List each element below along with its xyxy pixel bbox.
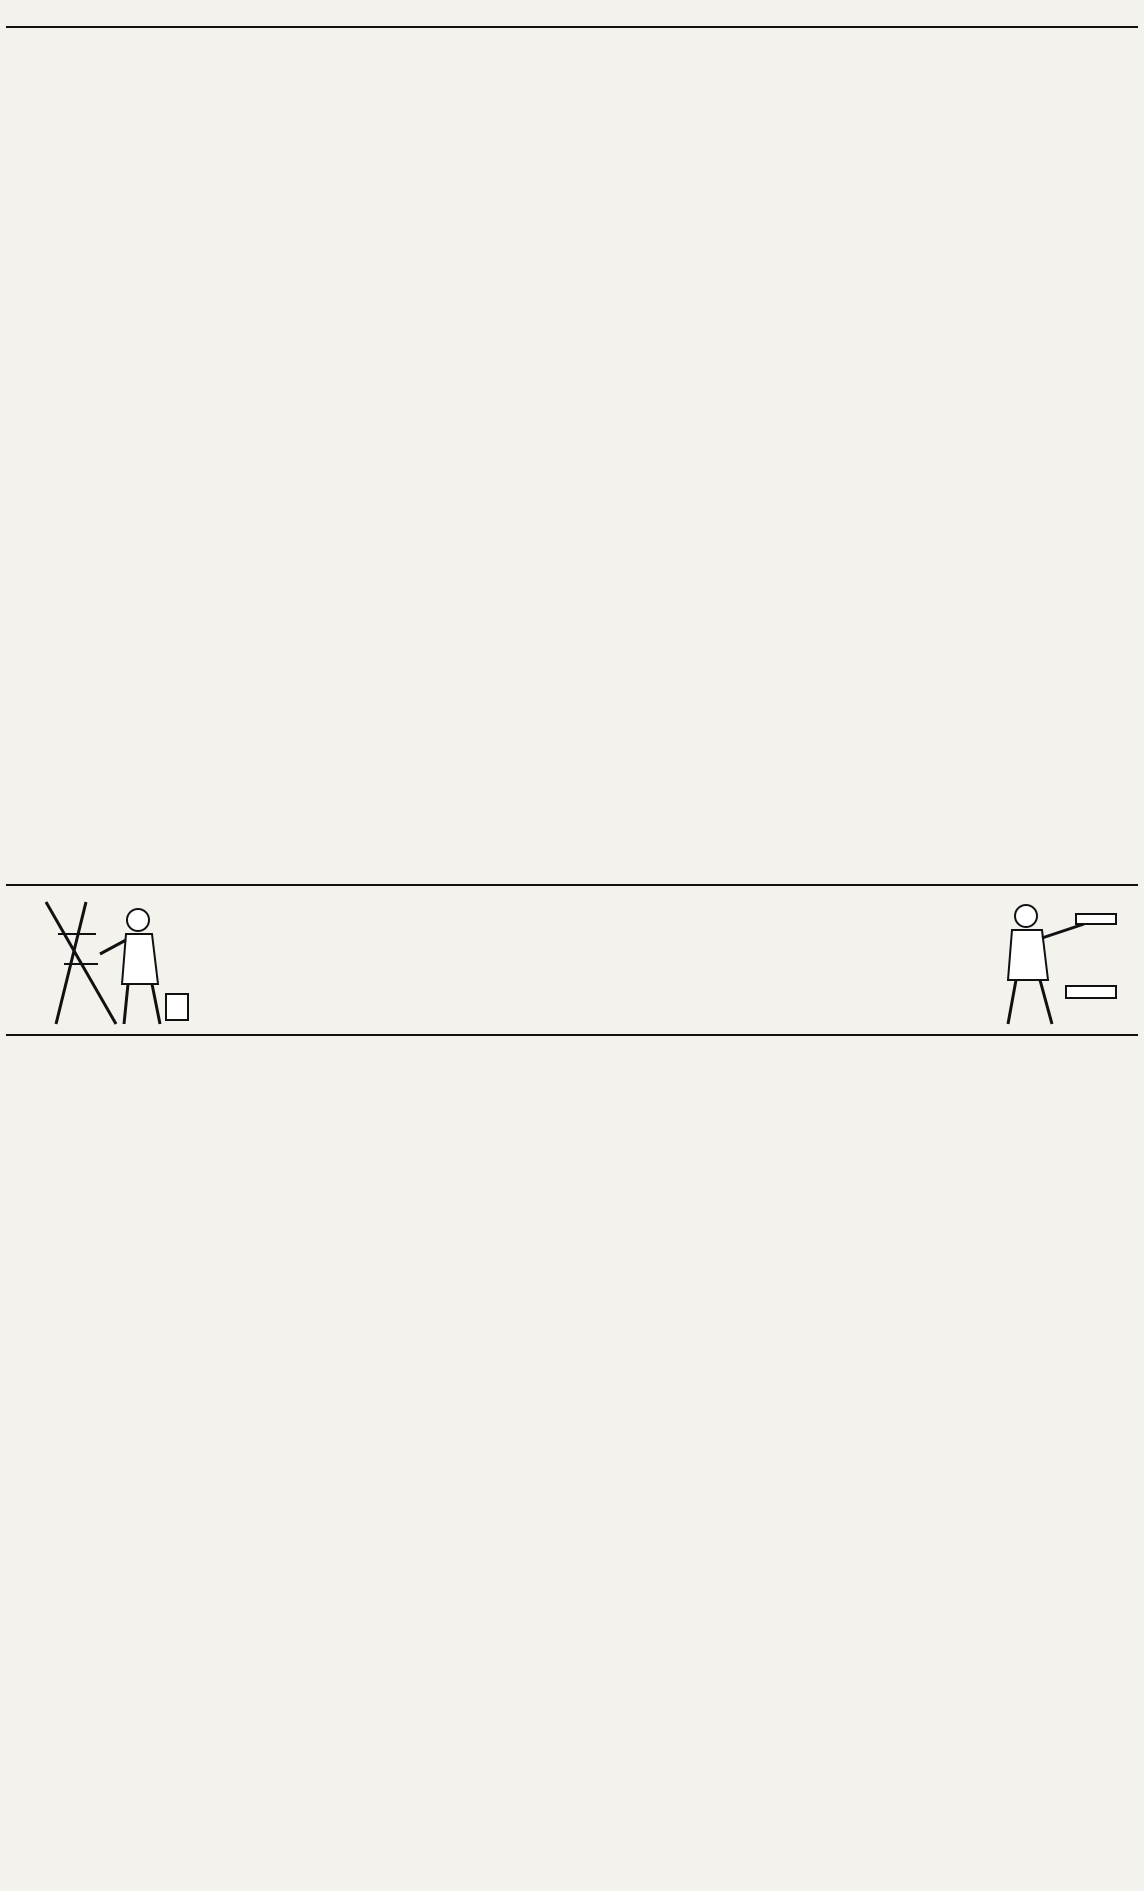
classified-columns [6,26,1138,884]
home-service-guide-banner [6,884,1138,1036]
worker-with-saw-illustration-icon [956,894,1126,1028]
painter-illustration-icon [26,894,206,1028]
running-header [0,6,1144,20]
service-guide-columns [6,1036,1138,1871]
